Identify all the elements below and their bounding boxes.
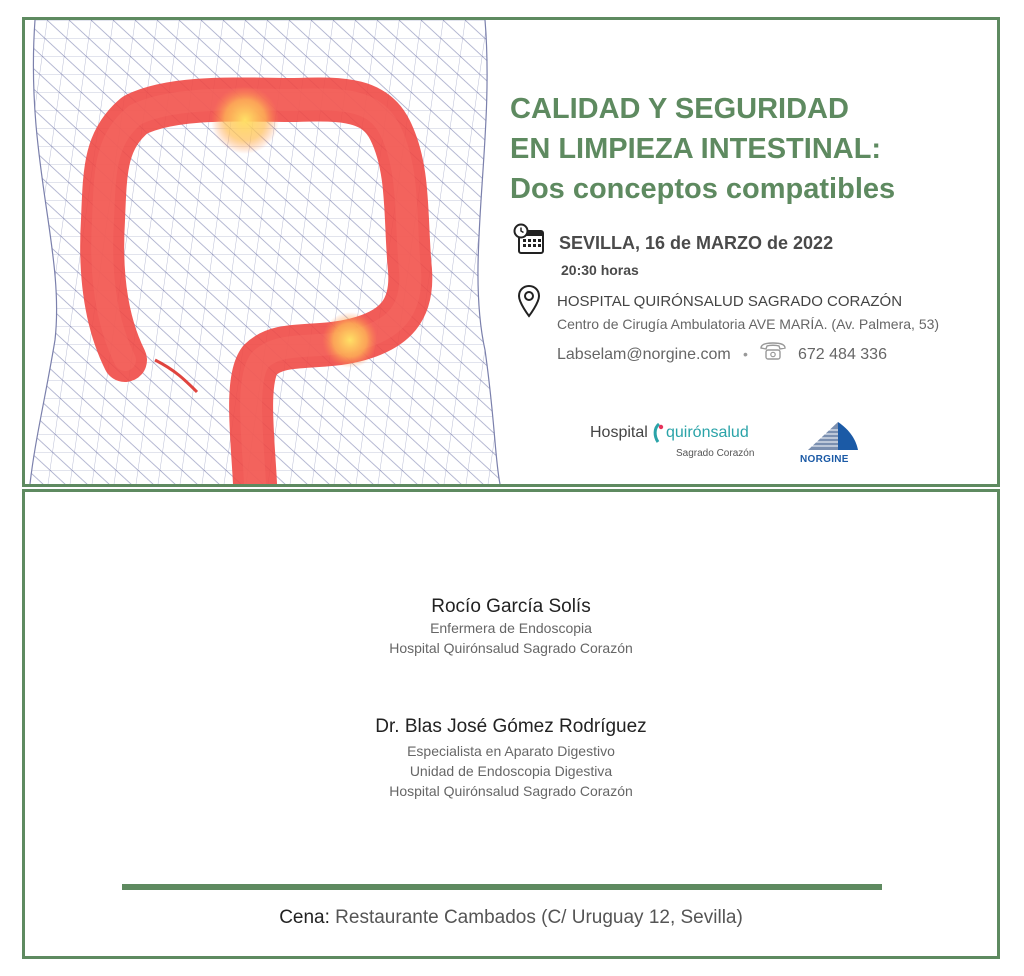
- speaker-2-unit: Unidad de Endoscopia Digestiva: [409, 763, 613, 779]
- speaker-2-name: Dr. Blas José Gómez Rodríguez: [375, 716, 647, 737]
- venue-name: HOSPITAL QUIRÓNSALUD SAGRADO CORAZÓN: [557, 293, 903, 310]
- title-line-3: Dos conceptos compatibles: [510, 173, 896, 205]
- location-pin-icon: [516, 284, 542, 318]
- quironsalud-mark-icon: [652, 422, 664, 444]
- quironsalud-logo: [590, 420, 760, 464]
- title-line-2: EN LIMPIEZA INTESTINAL:: [510, 133, 882, 165]
- dinner-info: [25, 907, 997, 929]
- invitation-bottom-panel: [22, 489, 1000, 959]
- colon-illustration: [25, 20, 505, 484]
- logo-hospital-sub: Sagrado Corazón: [676, 448, 755, 459]
- norgine-sail-icon: [798, 418, 862, 454]
- contact-email[interactable]: Labselam@norgine.com: [557, 346, 731, 363]
- title-line-1: CALIDAD Y SEGURIDAD: [510, 93, 849, 125]
- event-time: 20:30 horas: [561, 262, 639, 278]
- invitation-top-panel: [22, 17, 1000, 487]
- speaker-1-name: Rocío García Solís: [431, 596, 591, 617]
- logo-hospital-brand: quirónsalud: [666, 424, 749, 441]
- speaker-1-affiliation: Hospital Quirónsalud Sagrado Corazón: [389, 640, 633, 656]
- divider: [122, 884, 882, 890]
- venue-address: Centro de Cirugía Ambulatoria AVE MARÍA. (Av. Palmera, 53): [557, 316, 940, 332]
- norgine-logo: [798, 418, 862, 468]
- norgine-label: NORGINE: [800, 454, 849, 465]
- speaker-1-role: Enfermera de Endoscopia: [430, 620, 592, 636]
- dinner-label: Cena:: [279, 907, 330, 928]
- logo-hospital-text: Hospital: [590, 424, 648, 441]
- contact-separator: •: [743, 346, 748, 362]
- phone-icon: [759, 341, 787, 361]
- event-date: SEVILLA, 16 de MARZO de 2022: [559, 233, 834, 253]
- dinner-venue: Restaurante Cambados (C/ Uruguay 12, Sevilla): [329, 907, 743, 928]
- speaker-2-role: Especialista en Aparato Digestivo: [407, 743, 615, 759]
- contact-phone[interactable]: 672 484 336: [798, 346, 887, 363]
- speaker-2-affiliation: Hospital Quirónsalud Sagrado Corazón: [389, 783, 633, 799]
- calendar-clock-icon: [513, 223, 547, 257]
